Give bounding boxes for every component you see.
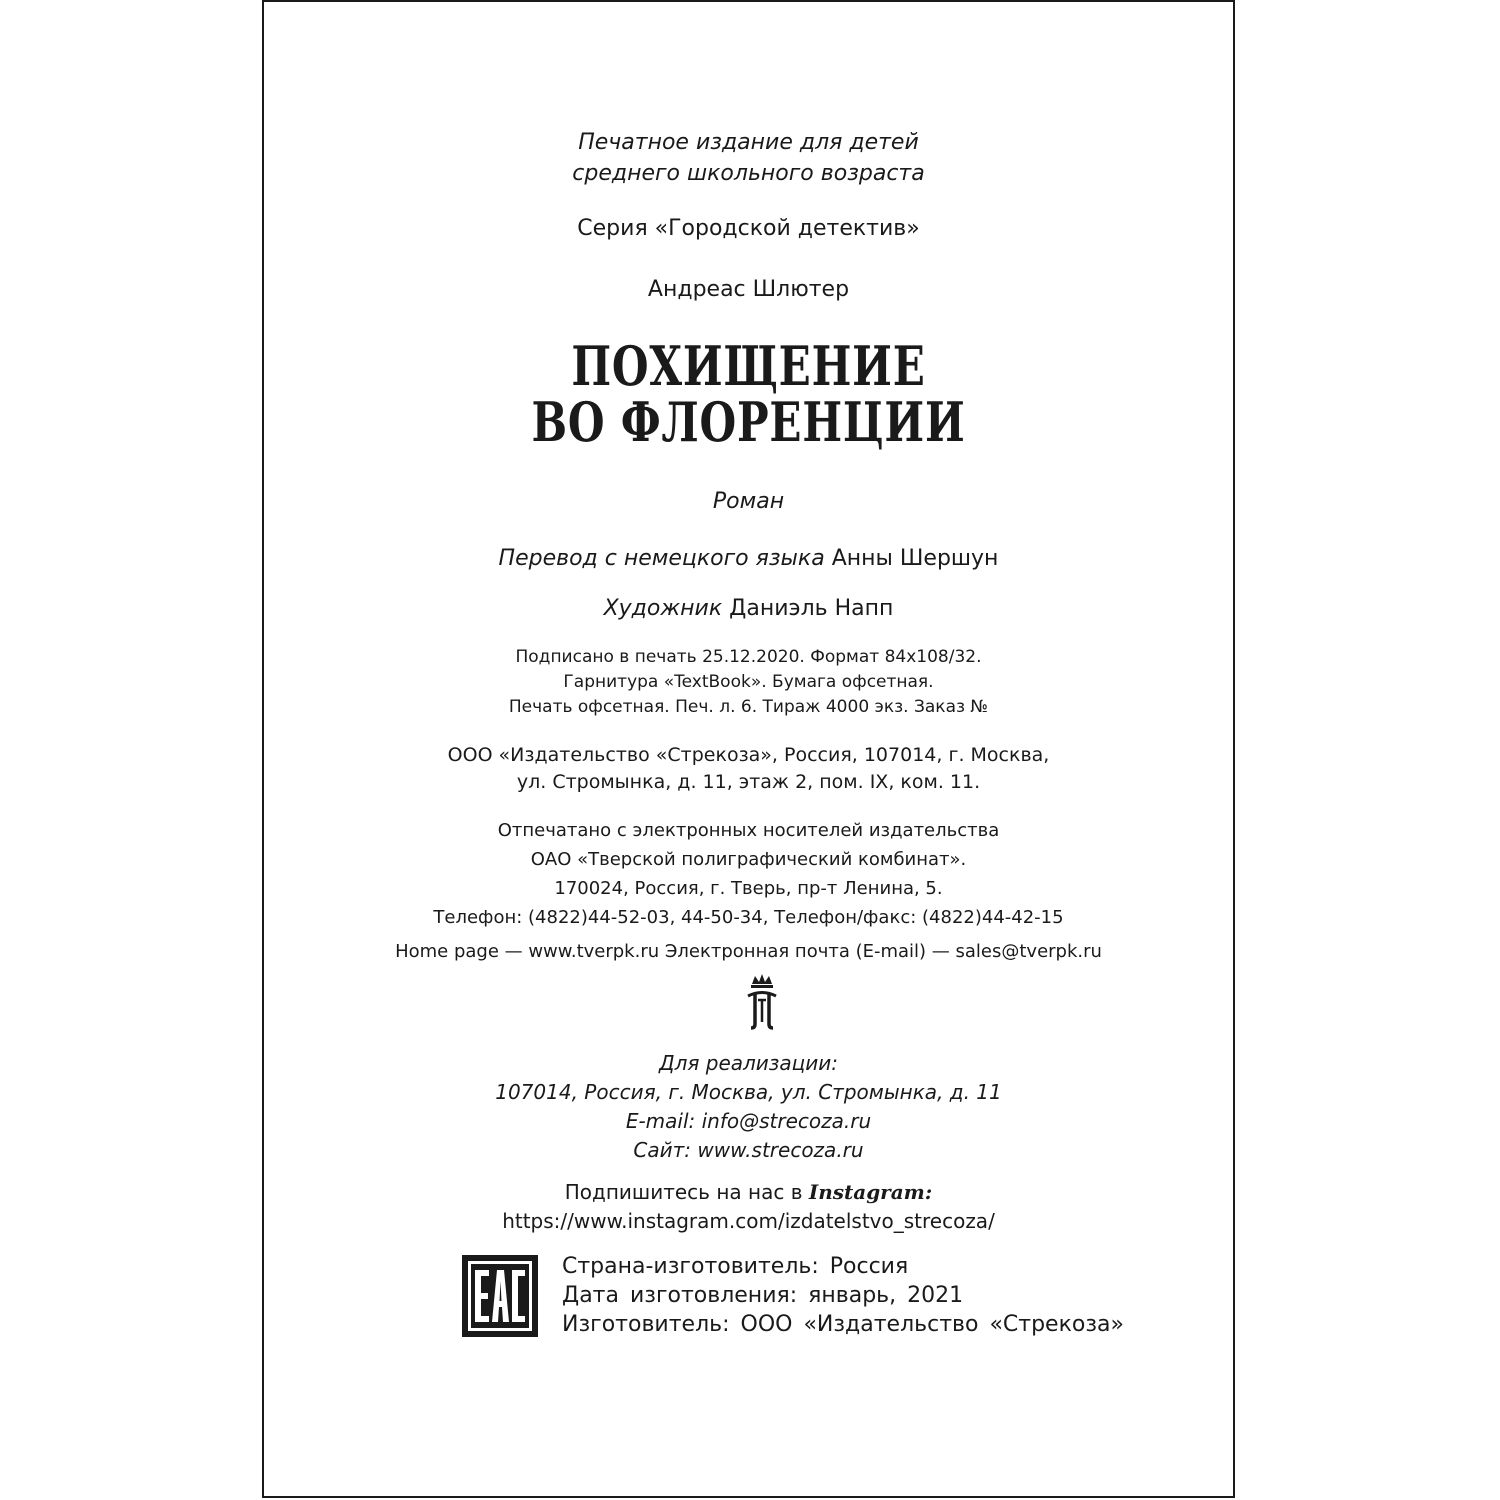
book-title-line-1: ПОХИЩЕНИЕ — [571, 334, 926, 398]
print-info-line-1: Подписано в печать 25.12.2020. Формат 84x108/32. — [515, 647, 982, 667]
sales-email: E-mail: info@strecoza.ru — [625, 1109, 872, 1133]
instagram-url: https://www.instagram.com/izdatelstvo_strecoza/ — [502, 1209, 995, 1233]
author-name: Андреас Шлютер — [647, 277, 850, 302]
illustrator-label: Художник — [603, 596, 723, 621]
series-name: Серия «Городской детектив» — [577, 216, 920, 241]
sales-website: Сайт: www.strecoza.ru — [633, 1138, 864, 1162]
printer-phone: Телефон: (4822)44-52-03, 44-50-34, Телефон/факс: (4822)44-42-15 — [433, 907, 1064, 928]
crown-monogram-icon — [742, 974, 782, 1030]
translator-name: Анны Шершун — [824, 546, 999, 571]
print-info-line-3: Печать офсетная. Печ. л. 6. Тираж 4000 экз. Заказ № — [508, 697, 989, 717]
printer-line-1: Отпечатано с электронных носителей издательства — [497, 820, 1000, 841]
illustrator-name: Даниэль Напп — [722, 596, 894, 621]
printer-web-email: Home page — www.tverpk.ru Электронная почта (E-mail) — sales@tverpk.ru — [395, 941, 1102, 962]
printer-line-2: ОАО «Тверской полиграфический комбинат». — [530, 849, 967, 870]
illustrator-credit — [264, 596, 1233, 621]
print-info-line-2: Гарнитура «TextBook». Бумага офсетная. — [563, 672, 934, 692]
manufacture-country: Страна-изготовитель: Россия — [562, 1254, 909, 1279]
translation-label: Перевод с немецкого языка — [498, 546, 825, 571]
publisher-address-line-1: ООО «Издательство «Стрекоза», Россия, 107014, г. Москва, — [447, 744, 1050, 766]
manufacture-info — [562, 1252, 1124, 1339]
social-prompt — [264, 1180, 1233, 1204]
printer-line-3: 170024, Россия, г. Тверь, пр-т Ленина, 5. — [554, 878, 943, 899]
manufacture-date: Дата изготовления: январь, 2021 — [562, 1283, 964, 1308]
social-prompt-text: Подпишитесь на нас в — [564, 1180, 809, 1204]
translation-credit — [264, 546, 1233, 571]
publisher-address-line-2: ул. Стромынка, д. 11, этаж 2, пом. IX, ком. 11. — [516, 771, 981, 793]
genre: Роман — [712, 489, 785, 514]
imprint-page — [262, 0, 1235, 1498]
sales-address: 107014, Россия, г. Москва, ул. Стромынка, д. 11 — [495, 1080, 1002, 1104]
book-title-line-2: ВО ФЛОРЕНЦИИ — [531, 390, 966, 454]
audience-line-2: среднего школьного возраста — [572, 161, 925, 186]
eac-mark-icon — [462, 1255, 538, 1337]
audience-line-1: Печатное издание для детей — [578, 130, 919, 155]
manufacturer: Изготовитель: ООО «Издательство «Стрекоза» — [562, 1312, 1124, 1337]
sales-heading: Для реализации: — [658, 1051, 839, 1075]
instagram-label: Instagram: — [808, 1180, 933, 1204]
